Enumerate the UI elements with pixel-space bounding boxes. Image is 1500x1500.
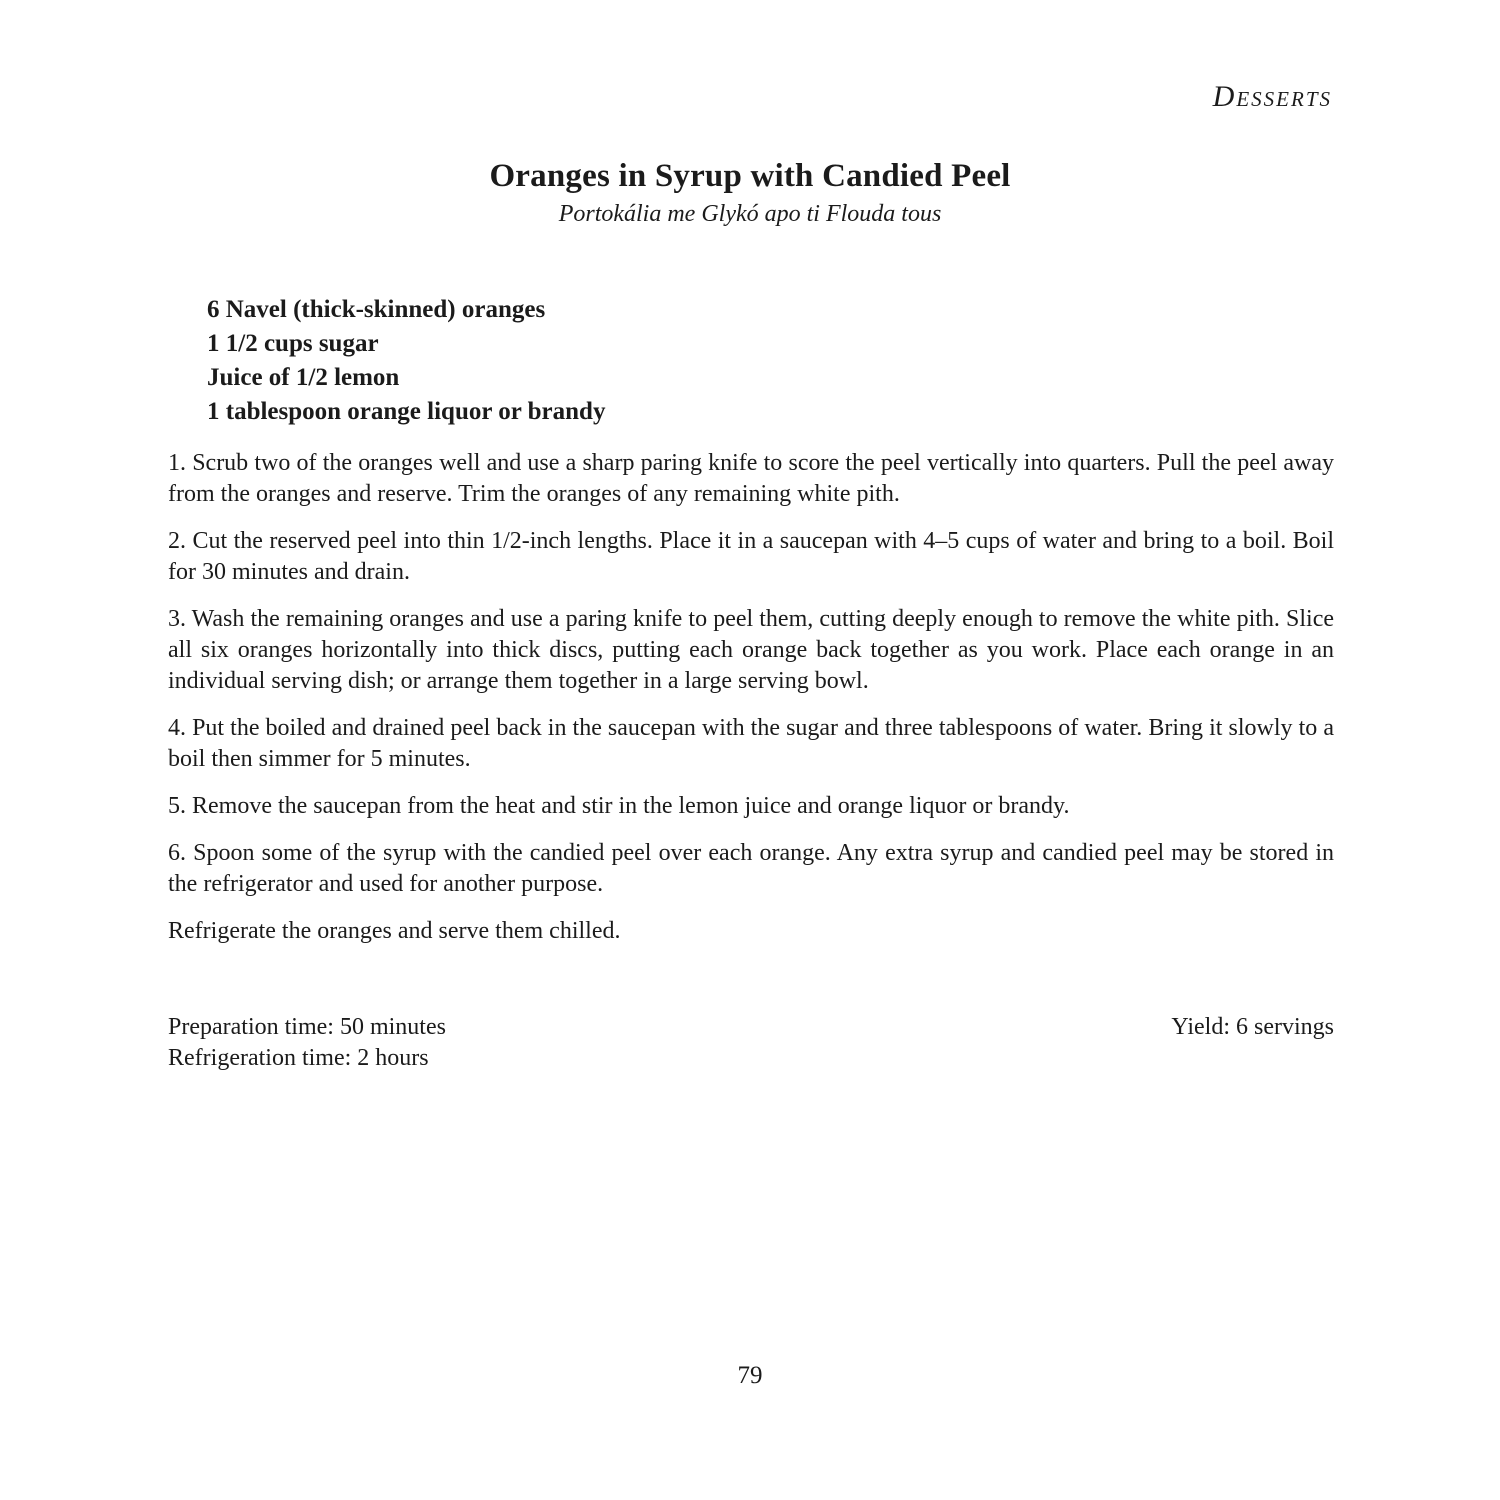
recipe-title: Oranges in Syrup with Candied Peel — [489, 158, 1011, 194]
recipe-step: 1. Scrub two of the oranges well and use a sharp paring knife to score the peel vertically into quarters. Pull the peel away from the oranges and reserve. Trim the oranges of any remaining white pith. — [168, 450, 1334, 507]
yield: Yield: 6 servings — [1171, 1014, 1334, 1040]
refrigeration-time: Refrigeration time: 2 hours — [168, 1045, 429, 1071]
ingredient-item: 1 tablespoon orange liquor or brandy — [207, 398, 606, 425]
recipe-subtitle: Portokália me Glykó apo ti Flouda tous — [558, 201, 942, 227]
recipe-step: 2. Cut the reserved peel into thin 1/2-inch lengths. Place it in a saucepan with 4–5 cups of water and bring to a boil. Boil for 30 minutes and drain. — [168, 528, 1334, 585]
recipe-step: 6. Spoon some of the syrup with the candied peel over each orange. Any extra syrup and candied peel may be stored in the refrigerator and used for another purpose. — [168, 840, 1334, 897]
instructions — [168, 448, 1334, 963]
recipe-step: 4. Put the boiled and drained peel back in the saucepan with the sugar and three tablespoons of water. Bring it slowly to a boil then simmer for 5 minutes. — [168, 715, 1334, 772]
ingredients-list — [207, 293, 605, 429]
time-info — [168, 1012, 446, 1074]
recipe-meta — [168, 1012, 1334, 1074]
page-number: 79 — [737, 1362, 763, 1389]
ingredient-item: Juice of 1/2 lemon — [207, 364, 400, 391]
recipe-note: Refrigerate the oranges and serve them chilled. — [168, 918, 621, 944]
ingredient-item: 1 1/2 cups sugar — [207, 330, 379, 357]
yield-info — [1171, 1012, 1334, 1043]
recipe-step: 5. Remove the saucepan from the heat and stir in the lemon juice and orange liquor or brandy. — [168, 793, 1070, 819]
recipe-title-block — [0, 158, 1500, 228]
ingredient-item: 6 Navel (thick-skinned) oranges — [207, 296, 546, 323]
section-header: Desserts — [1212, 80, 1332, 113]
prep-time: Preparation time: 50 minutes — [168, 1014, 446, 1040]
recipe-step: 3. Wash the remaining oranges and use a paring knife to peel them, cutting deeply enough to remove the white pith. Slice all six oranges horizontally into thick discs, putting each orange back together as you work. Place each orange in an individual serving dish; or arrange them together in a large serving bowl. — [168, 606, 1334, 694]
